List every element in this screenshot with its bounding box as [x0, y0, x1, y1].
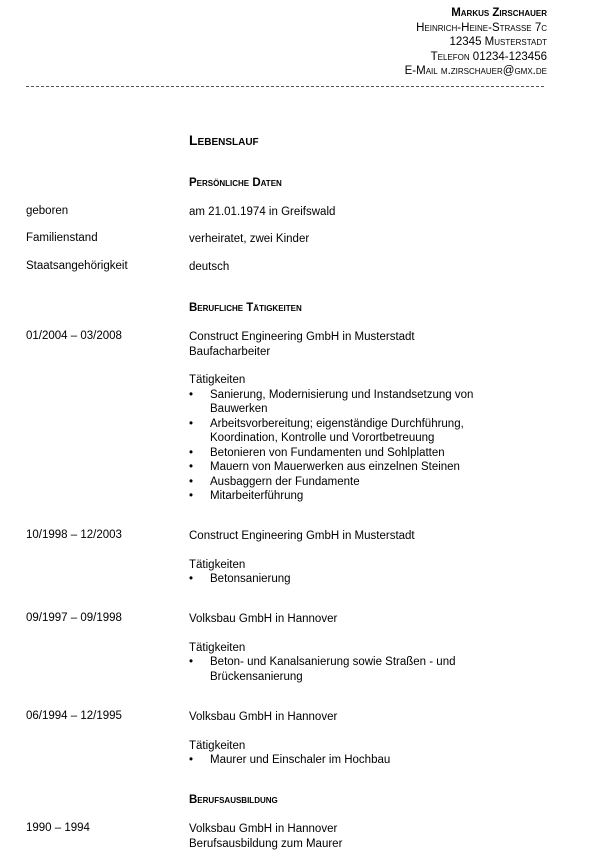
phone-number: Telefon 01234-123456 [405, 50, 547, 65]
section-heading-work: Berufliche Tätigkeiten [189, 302, 302, 314]
bullet-icon: • [189, 655, 193, 670]
header-divider [26, 86, 544, 87]
bullet-icon: • [189, 460, 193, 475]
work-company: Construct Engineering GmbH in Musterstadt [189, 330, 519, 345]
task-item: • Beton- und Kanalsanierung sowie Straßen - und Brückensanierung [189, 655, 519, 684]
task-list [189, 388, 519, 504]
task-item: • Arbeitsvorbereitung; eigenständige Durchführung, Koordination, Kontrolle und Vorortbetreuung [189, 417, 519, 446]
work-period: 10/1998 – 12/2003 [26, 529, 122, 541]
work-entry [189, 529, 519, 587]
task-item: • Betonieren von Fundamenten und Sohlplatten [189, 446, 519, 461]
bullet-icon: • [189, 417, 193, 432]
task-item: • Maurer und Einschaler im Hochbau [189, 753, 519, 768]
value-marital-status: verheiratet, zwei Kinder [189, 232, 519, 247]
work-entry [189, 710, 519, 768]
work-company: Construct Engineering GmbH in Musterstadt [189, 529, 519, 544]
training-role: Berufsausbildung zum Maurer [189, 837, 519, 851]
value-nationality: deutsch [189, 260, 519, 275]
bullet-icon: • [189, 489, 193, 504]
task-item: • Ausbaggern der Fundamente [189, 475, 519, 490]
label-marital-status: Familienstand [26, 232, 98, 244]
value-birth: am 21.01.1974 in Greifswald [189, 205, 519, 220]
section-heading-training: Berufsausbildung [189, 794, 278, 806]
email-address: E-Mail m.zirschauer@gmx.de [405, 64, 547, 79]
work-role: Baufacharbeiter [189, 345, 519, 360]
address-city: 12345 Musterstadt [405, 35, 547, 50]
address-street: Heinrich-Heine-Straße 7c [405, 21, 547, 36]
work-company: Volksbau GmbH in Hannover [189, 710, 519, 725]
section-heading-personal: Persönliche Daten [189, 177, 282, 189]
task-list [189, 753, 519, 768]
work-period: 06/1994 – 12/1995 [26, 710, 122, 722]
bullet-icon: • [189, 753, 193, 768]
label-nationality: Staatsangehörigkeit [26, 260, 128, 272]
task-item: • Sanierung, Modernisierung und Instandsetzung von Bauwerken [189, 388, 519, 417]
task-item: • Mauern von Mauerwerken aus einzelnen Steinen [189, 460, 519, 475]
training-company: Volksbau GmbH in Hannover [189, 822, 519, 837]
label-birth: geboren [26, 205, 68, 217]
task-list [189, 655, 519, 684]
task-item: • Betonsanierung [189, 572, 519, 587]
bullet-icon: • [189, 388, 193, 403]
contact-header [405, 6, 547, 79]
work-period: 01/2004 – 03/2008 [26, 330, 122, 342]
bullet-icon: • [189, 572, 193, 587]
work-company: Volksbau GmbH in Hannover [189, 612, 519, 627]
tasks-label: Tätigkeiten [189, 558, 519, 573]
work-entry [189, 612, 519, 684]
bullet-icon: • [189, 475, 193, 490]
bullet-icon: • [189, 446, 193, 461]
training-period: 1990 – 1994 [26, 822, 90, 834]
training-entry [189, 822, 519, 851]
tasks-label: Tätigkeiten [189, 739, 519, 754]
work-period: 09/1997 – 09/1998 [26, 612, 122, 624]
tasks-label: Tätigkeiten [189, 641, 519, 656]
work-entry [189, 330, 519, 504]
document-title: Lebenslauf [189, 132, 259, 148]
applicant-name: Markus Zirschauer [405, 6, 547, 21]
task-list [189, 572, 519, 587]
tasks-label: Tätigkeiten [189, 373, 519, 388]
task-item: • Mitarbeiterführung [189, 489, 519, 504]
